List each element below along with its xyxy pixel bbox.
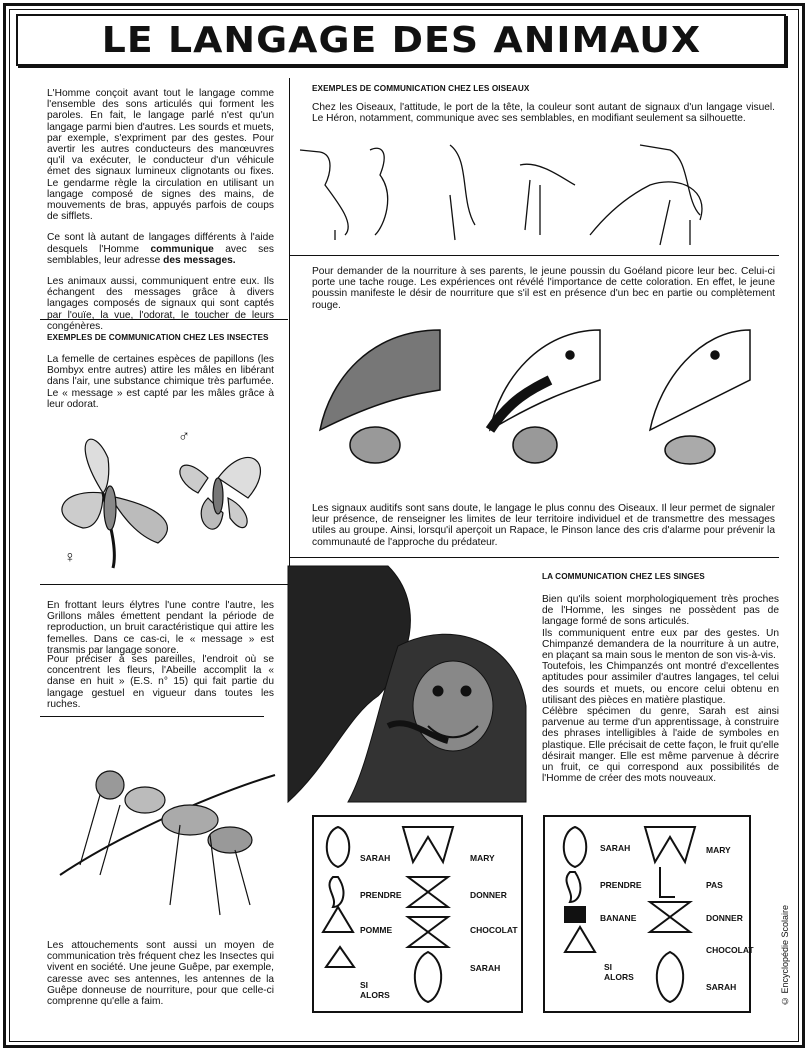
symbol-label-mary: MARY	[470, 853, 495, 863]
symbol-label-prendre: PRENDRE	[360, 890, 402, 900]
insects-p2: En frottant leurs élytres l'une contre l'autre, les Grillons mâles émettent pendant la période de reproduction, un bruit caractéristique qui attire les femelles. Dans ce cas-ci, le « message » est transmis par langage sonore.	[47, 600, 274, 656]
birds-p3: Les signaux auditifs sont sans doute, le langage le plus connu des Oiseaux. Il leur permet de signaler leur présence, de renseigner les limites de leur territoire individuel et de transmettre des messages utiles au groupe. Ainsi, lorsqu'il aperçoit un Rapace, le Pinson lance des cris d'alarme pour prévenir la communauté de l'approche du prédateur.	[312, 503, 775, 548]
intro-text	[47, 88, 274, 342]
monkeys-p4: Célèbre spécimen du genre, Sarah est ainsi parvenue au terme d'un apprentissage, à construire des phrases intelligibles à l'aide de symboles en plastique. Elle précisait de cette façon, le fruit qu'elle désirait manger. Elle est même parvenue à décrire un fruit, ce qui correspond aux possibilités de l'Homme de créer des mots nouveaux.	[542, 706, 779, 785]
divider-bee	[40, 716, 264, 717]
insects-p4: Les attouchements sont aussi un moyen de communication très fréquent chez les Insectes qui vivent en société. Une jeune Guêpe, par exemple, caresse avec ses antennes, les antennes de la Guêpe donneuse de nourriture, pour que celle-ci comprenne qu'elle a faim.	[47, 940, 274, 1008]
symbol-label-sarah-1: SARAH	[360, 853, 391, 863]
male-symbol: ♂	[178, 428, 190, 445]
intro-p1: L'Homme conçoit avant tout le langage comme l'ensemble des sons articulés qui forment les paroles. En fait, le langage parlé n'est qu'un langage parmi bien d'autres. Les sourds et muets, par exemple, s'expriment par des gestes. Pour avertir les autres conducteurs des manœuvres qu'il va exécuter, le conducteur d'un véhicule émet des signaux lumineux clignotants ou fixes. Le gendarme règle la circulation en utilisant un langage composé de signes des mains, de mouvements de bras, appuyés parfois de coups de sifflets.	[47, 88, 274, 223]
copyright: © Encyclopédie Scolaire	[780, 905, 790, 1007]
intro-p2-bold1: communique	[150, 243, 214, 255]
symbol-right-label-chocolat: CHOCOLAT	[706, 945, 754, 955]
symbol-right-label-donner: DONNER	[706, 913, 743, 923]
female-symbol: ♀	[64, 549, 76, 566]
birds-heading: EXEMPLES DE COMMUNICATION CHEZ LES OISEAUX	[312, 84, 530, 93]
symbols-left-shapes	[318, 822, 518, 1007]
symbol-label-alors: ALORS	[360, 990, 390, 1000]
symbol-right-label-alors: ALORS	[604, 972, 634, 982]
herons-illustration	[290, 140, 770, 248]
divider-butterflies	[40, 584, 288, 585]
butterflies-illustration	[48, 418, 283, 568]
intro-p2	[47, 232, 274, 266]
birds-p2: Pour demander de la nourriture à ses parents, le jeune poussin du Goéland picore leur bec. Celui-ci porte une tache rouge. Les expériences ont révélé l'importance de cette coloration. En effet, le jeune poussin manifeste le désir de nourriture que s'il est en présence d'un bec en partie ou complètement rouge.	[312, 266, 775, 311]
symbol-right-label-prendre: PRENDRE	[600, 880, 642, 890]
page-title: LE LANGAGE DES ANIMAUX	[101, 19, 701, 61]
symbol-label-chocolat: CHOCOLAT	[470, 925, 518, 935]
title-box	[16, 14, 786, 66]
insects-p1: La femelle de certaines espèces de papillons (les Bombyx entre autres) attire les mâles en libérant dans l'air, une substance chimique très parfumée. Le « message » est capté par les mâles grâce à leur odorat.	[47, 354, 274, 410]
monkeys-p1: Bien qu'ils soient morphologiquement très proches de l'Homme, les singes ne possèdent pas de langage formé de sons articulés.	[542, 594, 779, 628]
symbol-right-label-sarah-1: SARAH	[600, 843, 631, 853]
monkeys-text	[542, 594, 779, 784]
monkeys-heading: LA COMMUNICATION CHEZ LES SINGES	[542, 572, 705, 581]
symbol-right-label-pas: PAS	[706, 880, 723, 890]
gull-heads-illustration	[310, 320, 760, 480]
chimpanzees-illustration	[288, 566, 526, 802]
symbol-label-pomme: POMME	[360, 925, 393, 935]
monkeys-p3: Toutefois, les Chimpanzés ont montré d'excellentes aptitudes pour assimiler d'autres langages, tel celui des sourds et muets, ou encore celui obtenu en utilisant des pièces en matière plastique.	[542, 661, 779, 706]
intro-p2-bold2: des messages.	[163, 254, 236, 266]
insects-heading: EXEMPLES DE COMMUNICATION CHEZ LES INSECTES	[47, 333, 269, 342]
symbol-right-label-sarah-2: SARAH	[706, 982, 737, 992]
divider-monkeys	[289, 557, 779, 558]
symbol-label-donner: DONNER	[470, 890, 507, 900]
intro-p2-a: Ce sont là autant de langages différents à l'aide desquels l'Homme	[47, 232, 274, 255]
intro-p3: Les animaux aussi, communiquent entre eux. Ils échangent des messages grâce à divers langages composés de signaux qui sont captés par l'ouïe, la vue, l'odorat, le toucher de leurs congénères.	[47, 276, 274, 332]
monkeys-p2: Ils communiquent entre eux par des gestes. Un Chimpanzé demandera de la nourriture à un autre, en plaçant sa main sous le menton de son vis-à-vis.	[542, 627, 779, 662]
divider-herons	[289, 255, 779, 256]
symbol-right-label-si: SI	[604, 962, 613, 972]
symbol-label-sarah-2: SARAH	[470, 963, 501, 973]
symbol-right-label-mary: MARY	[706, 845, 731, 855]
intro-p2-c: avec ses semblables, leur adresse	[47, 243, 274, 266]
symbol-label-si: SI	[360, 980, 369, 990]
insects-p3: Pour préciser à ses pareilles, l'endroit où se concentrent les fleurs, l'Abeille accomplit la « danse en huit » (E.S. n° 15) qui fait partie du langage gestuel en vigueur dans toutes les ruches.	[47, 654, 274, 710]
birds-p1: Chez les Oiseaux, l'attitude, le port de la tête, la couleur sont autant de signaux d'un langage visuel. Le Héron, notamment, communique avec ses semblables, en modifiant seulement sa silhouette.	[312, 102, 775, 125]
symbol-right-label-banane: BANANE	[600, 913, 637, 923]
wasps-illustration	[60, 755, 275, 925]
